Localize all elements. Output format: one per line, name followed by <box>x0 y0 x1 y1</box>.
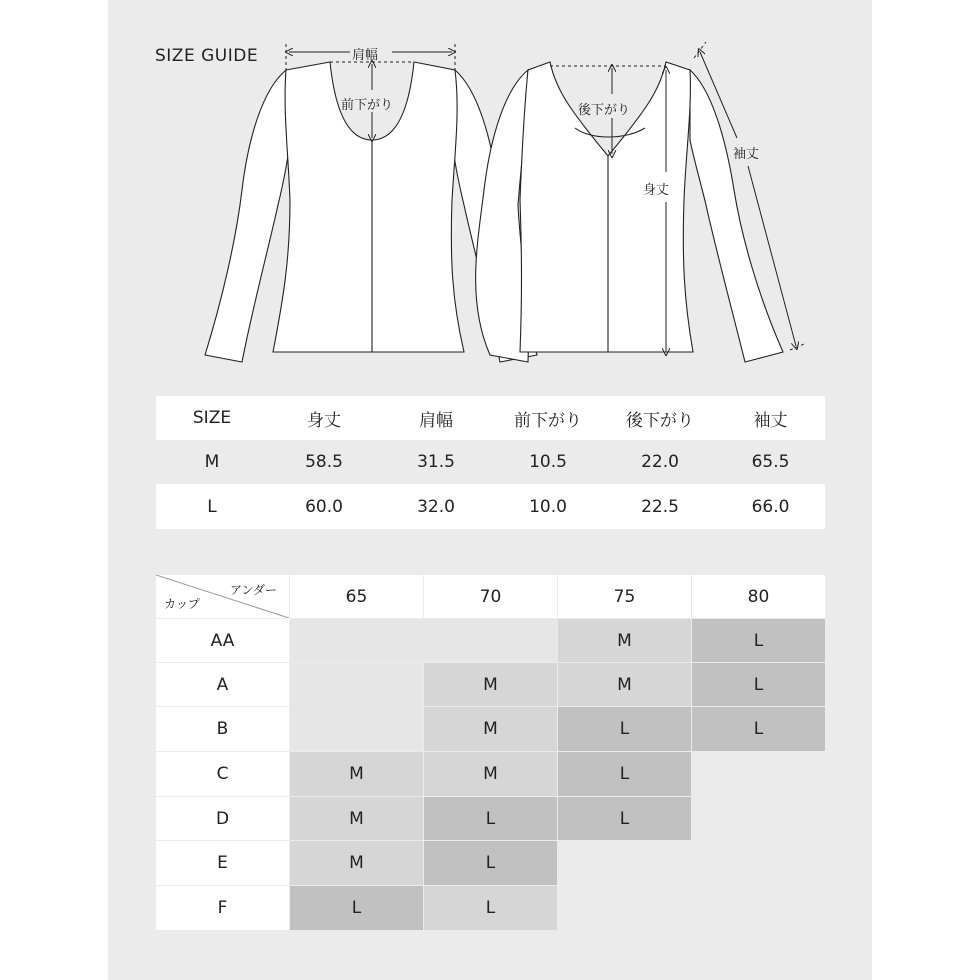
size-cell-l: L <box>558 752 691 796</box>
front-neck-drop-label: 前下がり <box>341 98 394 113</box>
size-cell-l: L <box>558 707 691 751</box>
header-cell: 前下がり <box>514 410 582 431</box>
cup-label-cell: A <box>156 663 289 706</box>
cup-label-cell: AA <box>156 619 289 662</box>
header-cell: 後下がり <box>626 410 694 431</box>
under-header: 80 <box>692 575 825 618</box>
body-length-label: 身丈 <box>643 183 670 198</box>
size-cell: 10.5 <box>529 452 567 472</box>
size-cell: 10.0 <box>529 496 567 517</box>
under-label: アンダー <box>229 583 277 597</box>
size-cell-l: L <box>558 797 691 840</box>
size-cell: 58.5 <box>305 452 343 472</box>
size-cell-m: M <box>424 752 557 796</box>
size-cell: 22.5 <box>641 496 679 517</box>
size-cell-l: L <box>424 841 557 885</box>
under-header: 75 <box>558 575 691 618</box>
cup-label-cell: B <box>156 707 289 751</box>
size-cell-m: M <box>290 797 423 840</box>
cup-label-cell: E <box>156 841 289 885</box>
back-neck-drop-label: 後下がり <box>578 103 631 118</box>
size-cell: M <box>204 452 220 472</box>
size-cell-l: L <box>692 619 825 662</box>
garment-diagram <box>0 0 980 380</box>
sleeve-length-label: 袖丈 <box>733 147 760 162</box>
cup-label: カップ <box>164 597 200 611</box>
cup-label-cell: C <box>156 752 289 796</box>
size-cell-l: L <box>424 797 557 840</box>
header-cell: 身丈 <box>307 410 341 431</box>
size-cell: 66.0 <box>751 496 790 517</box>
size-cell-l: L <box>424 886 557 930</box>
size-cell: L <box>207 496 217 517</box>
size-cell-m: M <box>290 752 423 796</box>
size-row-m <box>156 440 825 484</box>
size-cell: 31.5 <box>417 452 455 472</box>
cup-label-cell: D <box>156 797 289 840</box>
size-cell-m: M <box>558 619 691 662</box>
under-header: 65 <box>290 575 423 618</box>
header-cell: SIZE <box>192 408 232 428</box>
size-cell-l: L <box>692 707 825 751</box>
size-row-l <box>156 484 825 529</box>
shoulder-width-label: 肩幅 <box>352 48 379 63</box>
size-cell: 22.0 <box>641 452 679 472</box>
size-cell: 32.0 <box>417 496 455 517</box>
table-corner <box>156 575 289 618</box>
size-cell-m: M <box>290 841 423 885</box>
page-title: SIZE GUIDE <box>155 46 259 66</box>
size-cell: 60.0 <box>305 496 343 517</box>
size-table-header <box>156 396 825 440</box>
empty-cell <box>290 663 423 751</box>
cup-label-cell: F <box>156 886 289 930</box>
size-cell-m: M <box>424 707 557 751</box>
size-cell-m: M <box>424 663 557 706</box>
size-cell-m: M <box>558 663 691 706</box>
header-cell: 袖丈 <box>753 410 788 431</box>
size-cell-l: L <box>290 886 423 930</box>
empty-cell <box>290 619 557 662</box>
under-header: 70 <box>424 575 557 618</box>
size-cell: 65.5 <box>751 452 790 472</box>
size-cell-l: L <box>692 663 825 706</box>
header-cell: 肩幅 <box>419 410 453 431</box>
